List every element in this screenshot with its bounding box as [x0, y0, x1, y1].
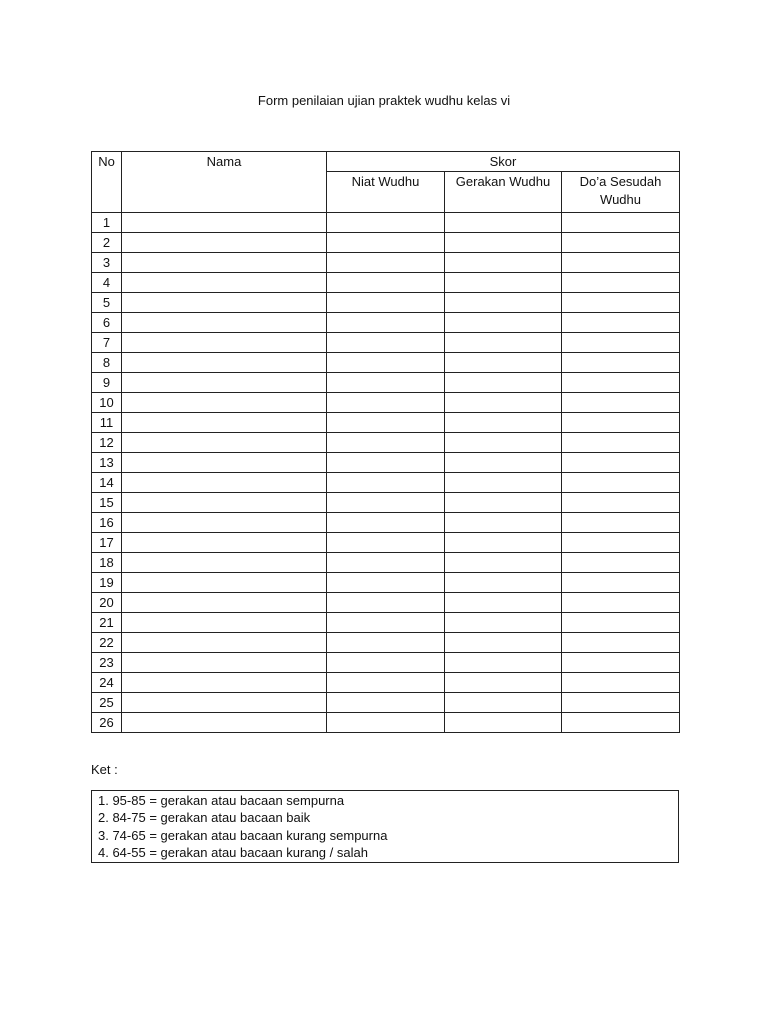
gerakan-wudhu-cell	[445, 673, 562, 693]
niat-wudhu-cell	[327, 573, 445, 593]
gerakan-wudhu-cell	[445, 653, 562, 673]
row-number: 24	[92, 673, 122, 693]
row-number: 23	[92, 653, 122, 673]
doa-sesudah-wudhu-cell	[562, 513, 680, 533]
niat-wudhu-cell	[327, 433, 445, 453]
gerakan-wudhu-cell	[445, 253, 562, 273]
table-row	[92, 633, 680, 653]
table-row	[92, 553, 680, 573]
doa-sesudah-wudhu-cell	[562, 713, 680, 733]
doa-sesudah-wudhu-cell	[562, 573, 680, 593]
niat-wudhu-cell	[327, 473, 445, 493]
gerakan-wudhu-cell	[445, 493, 562, 513]
row-number: 6	[92, 313, 122, 333]
row-number: 5	[92, 293, 122, 313]
nama-cell	[122, 493, 327, 513]
nama-cell	[122, 313, 327, 333]
doa-sesudah-wudhu-cell	[562, 373, 680, 393]
row-number: 12	[92, 433, 122, 453]
doa-sesudah-wudhu-cell	[562, 493, 680, 513]
table-row	[92, 393, 680, 413]
row-number: 8	[92, 353, 122, 373]
niat-wudhu-cell	[327, 713, 445, 733]
header-niat-wudhu: Niat Wudhu	[327, 172, 445, 213]
nama-cell	[122, 693, 327, 713]
nama-cell	[122, 633, 327, 653]
gerakan-wudhu-cell	[445, 613, 562, 633]
doa-sesudah-wudhu-cell	[562, 433, 680, 453]
niat-wudhu-cell	[327, 673, 445, 693]
gerakan-wudhu-cell	[445, 213, 562, 233]
niat-wudhu-cell	[327, 373, 445, 393]
nama-cell	[122, 253, 327, 273]
row-number: 22	[92, 633, 122, 653]
nama-cell	[122, 673, 327, 693]
gerakan-wudhu-cell	[445, 713, 562, 733]
table-row	[92, 693, 680, 713]
gerakan-wudhu-cell	[445, 333, 562, 353]
gerakan-wudhu-cell	[445, 273, 562, 293]
nama-cell	[122, 553, 327, 573]
row-number: 21	[92, 613, 122, 633]
gerakan-wudhu-cell	[445, 453, 562, 473]
gerakan-wudhu-cell	[445, 553, 562, 573]
niat-wudhu-cell	[327, 653, 445, 673]
gerakan-wudhu-cell	[445, 413, 562, 433]
gerakan-wudhu-cell	[445, 293, 562, 313]
niat-wudhu-cell	[327, 533, 445, 553]
table-row	[92, 593, 680, 613]
row-number: 2	[92, 233, 122, 253]
gerakan-wudhu-cell	[445, 233, 562, 253]
row-number: 18	[92, 553, 122, 573]
doa-sesudah-wudhu-cell	[562, 593, 680, 613]
nama-cell	[122, 433, 327, 453]
doa-sesudah-wudhu-cell	[562, 693, 680, 713]
row-number: 17	[92, 533, 122, 553]
ket-legend-box	[91, 790, 679, 863]
table-row	[92, 433, 680, 453]
ket-item: 2. 84-75 = gerakan atau bacaan baik	[98, 810, 311, 826]
table-row	[92, 273, 680, 293]
gerakan-wudhu-cell	[445, 353, 562, 373]
gerakan-wudhu-cell	[445, 593, 562, 613]
doa-sesudah-wudhu-cell	[562, 533, 680, 553]
doa-sesudah-wudhu-cell	[562, 313, 680, 333]
gerakan-wudhu-cell	[445, 313, 562, 333]
row-number: 13	[92, 453, 122, 473]
row-number: 10	[92, 393, 122, 413]
table-row	[92, 513, 680, 533]
nama-cell	[122, 513, 327, 533]
ket-label: Ket :	[91, 762, 118, 777]
nama-cell	[122, 653, 327, 673]
header-no: No	[92, 152, 122, 213]
doa-sesudah-wudhu-cell	[562, 333, 680, 353]
table-row	[92, 533, 680, 553]
doa-sesudah-wudhu-cell	[562, 353, 680, 373]
table-row	[92, 713, 680, 733]
doa-sesudah-wudhu-cell	[562, 413, 680, 433]
table-row	[92, 213, 680, 233]
table-row	[92, 333, 680, 353]
row-number: 3	[92, 253, 122, 273]
table-row	[92, 673, 680, 693]
score-table	[91, 151, 680, 733]
nama-cell	[122, 413, 327, 433]
table-row	[92, 353, 680, 373]
row-number: 11	[92, 413, 122, 433]
gerakan-wudhu-cell	[445, 513, 562, 533]
row-number: 19	[92, 573, 122, 593]
nama-cell	[122, 373, 327, 393]
doa-sesudah-wudhu-cell	[562, 613, 680, 633]
niat-wudhu-cell	[327, 273, 445, 293]
table-row	[92, 613, 680, 633]
niat-wudhu-cell	[327, 413, 445, 433]
doa-sesudah-wudhu-cell	[562, 453, 680, 473]
nama-cell	[122, 573, 327, 593]
gerakan-wudhu-cell	[445, 693, 562, 713]
doa-sesudah-wudhu-cell	[562, 253, 680, 273]
table-row	[92, 233, 680, 253]
niat-wudhu-cell	[327, 693, 445, 713]
nama-cell	[122, 393, 327, 413]
doa-sesudah-wudhu-cell	[562, 273, 680, 293]
row-number: 25	[92, 693, 122, 713]
nama-cell	[122, 613, 327, 633]
table-row	[92, 253, 680, 273]
nama-cell	[122, 273, 327, 293]
row-number: 7	[92, 333, 122, 353]
gerakan-wudhu-cell	[445, 633, 562, 653]
niat-wudhu-cell	[327, 493, 445, 513]
doa-sesudah-wudhu-cell	[562, 393, 680, 413]
niat-wudhu-cell	[327, 253, 445, 273]
table-row	[92, 313, 680, 333]
row-number: 15	[92, 493, 122, 513]
row-number: 4	[92, 273, 122, 293]
header-skor: Skor	[327, 152, 680, 172]
nama-cell	[122, 713, 327, 733]
niat-wudhu-cell	[327, 393, 445, 413]
doa-sesudah-wudhu-cell	[562, 473, 680, 493]
table-row	[92, 373, 680, 393]
row-number: 1	[92, 213, 122, 233]
doa-sesudah-wudhu-cell	[562, 553, 680, 573]
header-doa-sesudah-wudhu: Do’a Sesudah Wudhu	[562, 172, 680, 213]
row-number: 14	[92, 473, 122, 493]
doa-sesudah-wudhu-cell	[562, 673, 680, 693]
doa-sesudah-wudhu-cell	[562, 653, 680, 673]
header-nama: Nama	[122, 152, 327, 213]
table-row	[92, 573, 680, 593]
ket-item: 4. 64-55 = gerakan atau bacaan kurang / salah	[98, 844, 368, 860]
nama-cell	[122, 333, 327, 353]
page-title: Form penilaian ujian praktek wudhu kelas vi	[257, 93, 511, 108]
table-row	[92, 653, 680, 673]
niat-wudhu-cell	[327, 353, 445, 373]
nama-cell	[122, 293, 327, 313]
gerakan-wudhu-cell	[445, 373, 562, 393]
nama-cell	[122, 453, 327, 473]
doa-sesudah-wudhu-cell	[562, 293, 680, 313]
table-row	[92, 493, 680, 513]
doa-sesudah-wudhu-cell	[562, 233, 680, 253]
gerakan-wudhu-cell	[445, 573, 562, 593]
niat-wudhu-cell	[327, 313, 445, 333]
table-row	[92, 453, 680, 473]
row-number: 26	[92, 713, 122, 733]
nama-cell	[122, 353, 327, 373]
doa-sesudah-wudhu-cell	[562, 213, 680, 233]
table-row	[92, 293, 680, 313]
niat-wudhu-cell	[327, 613, 445, 633]
niat-wudhu-cell	[327, 633, 445, 653]
niat-wudhu-cell	[327, 333, 445, 353]
gerakan-wudhu-cell	[445, 533, 562, 553]
row-number: 20	[92, 593, 122, 613]
doa-sesudah-wudhu-cell	[562, 633, 680, 653]
row-number: 9	[92, 373, 122, 393]
header-gerakan-wudhu: Gerakan Wudhu	[445, 172, 562, 213]
nama-cell	[122, 233, 327, 253]
ket-item: 1. 95-85 = gerakan atau bacaan sempurna	[98, 793, 345, 808]
niat-wudhu-cell	[327, 453, 445, 473]
niat-wudhu-cell	[327, 513, 445, 533]
table-row	[92, 413, 680, 433]
niat-wudhu-cell	[327, 593, 445, 613]
nama-cell	[122, 213, 327, 233]
row-number: 16	[92, 513, 122, 533]
gerakan-wudhu-cell	[445, 393, 562, 413]
table-row	[92, 473, 680, 493]
niat-wudhu-cell	[327, 553, 445, 573]
nama-cell	[122, 593, 327, 613]
niat-wudhu-cell	[327, 293, 445, 313]
niat-wudhu-cell	[327, 233, 445, 253]
gerakan-wudhu-cell	[445, 433, 562, 453]
nama-cell	[122, 533, 327, 553]
gerakan-wudhu-cell	[445, 473, 562, 493]
ket-item: 3. 74-65 = gerakan atau bacaan kurang sempurna	[98, 827, 388, 843]
nama-cell	[122, 473, 327, 493]
table-body	[92, 213, 680, 733]
niat-wudhu-cell	[327, 213, 445, 233]
